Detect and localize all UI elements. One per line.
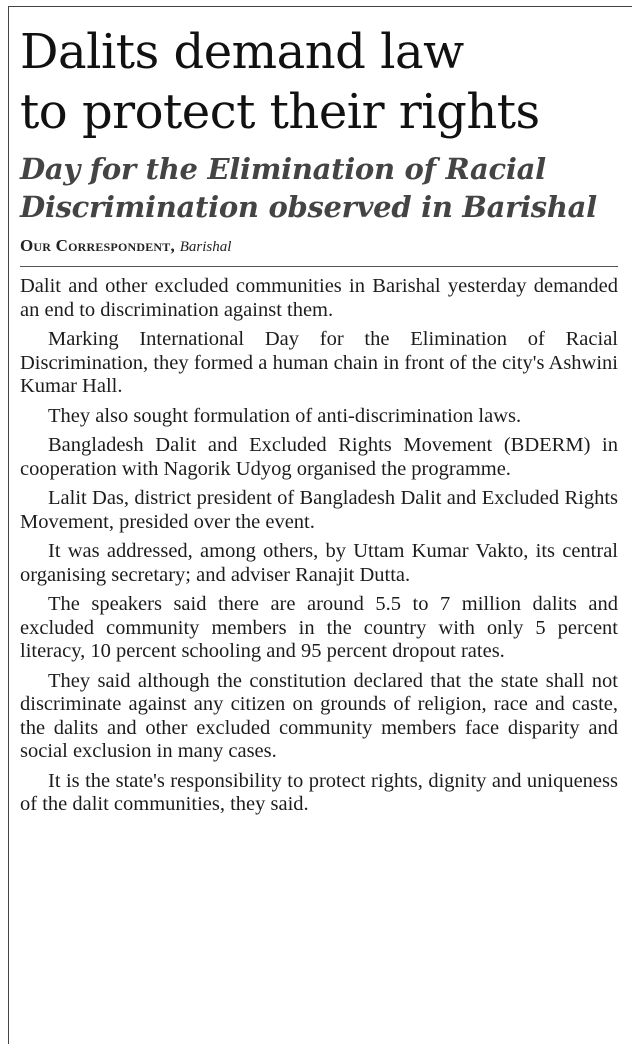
byline-separator <box>20 266 618 267</box>
paragraph-9: It is the state's responsibility to protect rights, dignity and uniqueness of the dalit communities, they said. <box>20 769 618 815</box>
paragraph-7: The speakers said there are around 5.5 to 7 million dalits and excluded community members in the country with only 5 percent literacy, 10 percent schooling and 95 percent dropout rates. <box>20 593 618 662</box>
headline: Dalits demand law to protect their rights <box>20 24 540 140</box>
byline-author: Our Correspondent, <box>20 236 175 255</box>
article <box>20 22 618 823</box>
paragraph-4: Bangladesh Dalit and Excluded Rights Movement (BDERM) in cooperation with Nagorik Udyog organised the programme. <box>20 434 618 480</box>
byline <box>20 236 618 257</box>
paragraph-5: Lalit Das, district president of Bangladesh Dalit and Excluded Rights Movement, presided over the event. <box>20 487 618 533</box>
article-body <box>20 275 618 817</box>
paragraph-2: Marking International Day for the Elimination of Racial Discrimination, they formed a human chain in front of the city's Ashwini Kumar Hall. <box>20 328 618 397</box>
byline-location: Barishal <box>179 239 232 255</box>
paragraph-3: They also sought formulation of anti-discrimination laws. <box>48 404 522 427</box>
top-border-rule <box>8 6 632 7</box>
paragraph-8: They said although the constitution declared that the state shall not discriminate against any citizen on grounds of religion, race and caste, the dalits and other excluded community members face disparity and social exclusion in many cases. <box>20 669 618 762</box>
subheadline: Day for the Elimination of Racial Discrimination observed in Barishal <box>20 152 597 224</box>
paragraph-1: Dalit and other excluded communities in Barishal yesterday demanded an end to discrimination against them. <box>20 275 618 321</box>
paragraph-6: It was addressed, among others, by Uttam Kumar Vakto, its central organising secretary; and adviser Ranajit Dutta. <box>20 540 618 586</box>
left-border-rule <box>8 6 9 1044</box>
